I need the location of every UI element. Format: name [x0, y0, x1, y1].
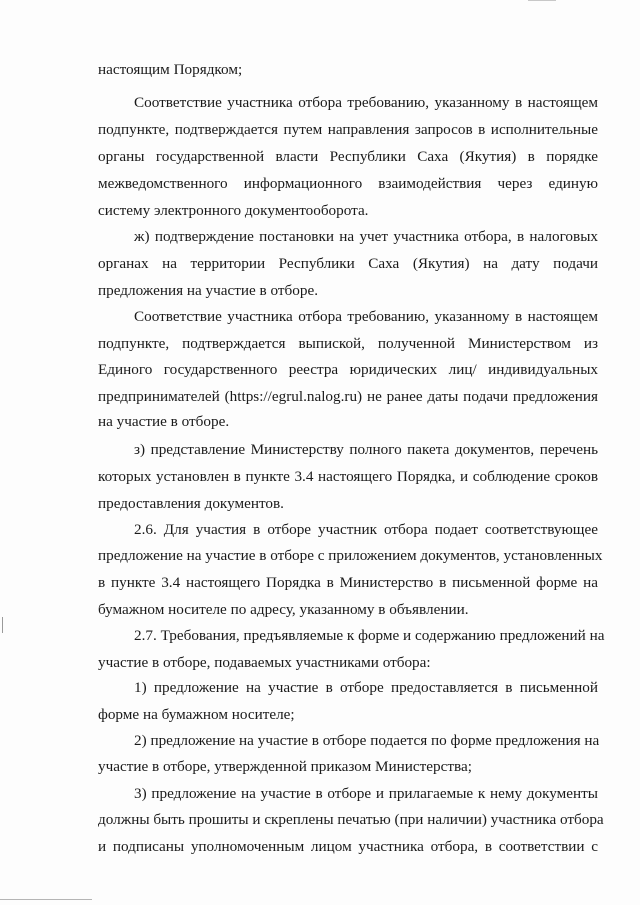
text-line: 1) предложение на участие в отборе предоставляется в письменной [134, 679, 598, 696]
text-line: органах на территории Республики Саха (Якутия) на дату подачи [98, 255, 598, 272]
text-line: ж) подтверждение постановки на учет участника отбора, в налоговых [134, 228, 598, 245]
text-line: подпункте, подтверждается путем направления запросов в исполнительные [98, 121, 598, 138]
scan-artifact-bottom-line [0, 899, 92, 900]
text-line: участие в отборе, подаваемых участниками отбора: [98, 654, 431, 671]
text-line: предпринимателей (https://egrul.nalog.ru) не ранее даты подачи предложения [98, 388, 598, 405]
text-line: предоставления документов. [98, 495, 284, 512]
text-line: настоящим Порядком; [98, 61, 243, 78]
text-line: которых установлен в пункте 3.4 настоящего Порядка, и соблюдение сроков [98, 468, 598, 485]
text-line: должны быть прошиты и скреплены печатью (при наличии) участника отбора [98, 811, 604, 828]
text-line: 2.7. Требования, предъявляемые к форме и содержанию предложений на [134, 627, 605, 644]
text-line: Единого государственного реестра юридических лиц/ индивидуальных [98, 361, 598, 378]
text-line: 2.6. Для участия в отборе участник отбора подает соответствующее [134, 521, 598, 538]
text-line: Соответствие участника отбора требованию, указанному в настоящем [134, 94, 598, 111]
text-line: предложение на участие в отборе с приложением документов, установленных [98, 547, 603, 564]
text-line: в пункте 3.4 настоящего Порядка в Министерство в письменной форме на [98, 574, 598, 591]
text-line: межведомственного информационного взаимодействия через единую [98, 175, 598, 192]
text-line: з) представление Министерству полного пакета документов, перечень [134, 441, 598, 458]
text-line: предложения на участие в отборе. [98, 282, 318, 299]
text-line: органы государственной власти Республики Саха (Якутия) в порядке [98, 148, 598, 165]
text-line: подпункте, подтверждается выпиской, полученной Министерством из [98, 335, 598, 352]
text-line: Соответствие участника отбора требованию, указанному в настоящем [134, 308, 598, 325]
scan-artifact-top-mark [528, 0, 556, 1]
text-line: 2) предложение на участие в отборе подается по форме предложения на [134, 732, 600, 749]
text-line: систему электронного документооборота. [98, 202, 369, 219]
text-line: форме на бумажном носителе; [98, 706, 295, 723]
scan-artifact-left-tick [2, 617, 3, 633]
text-line: на участие в отборе. [98, 413, 230, 430]
text-line: 3) предложение на участие в отборе и прилагаемые к нему документы [134, 785, 598, 802]
text-line: участие в отборе, утвержденной приказом Министерства; [98, 758, 472, 775]
text-line: бумажном носителе по адресу, указанному в объявлении. [98, 601, 469, 618]
text-line: и подписаны уполномоченным лицом участника отбора, в соответствии с [98, 838, 598, 855]
